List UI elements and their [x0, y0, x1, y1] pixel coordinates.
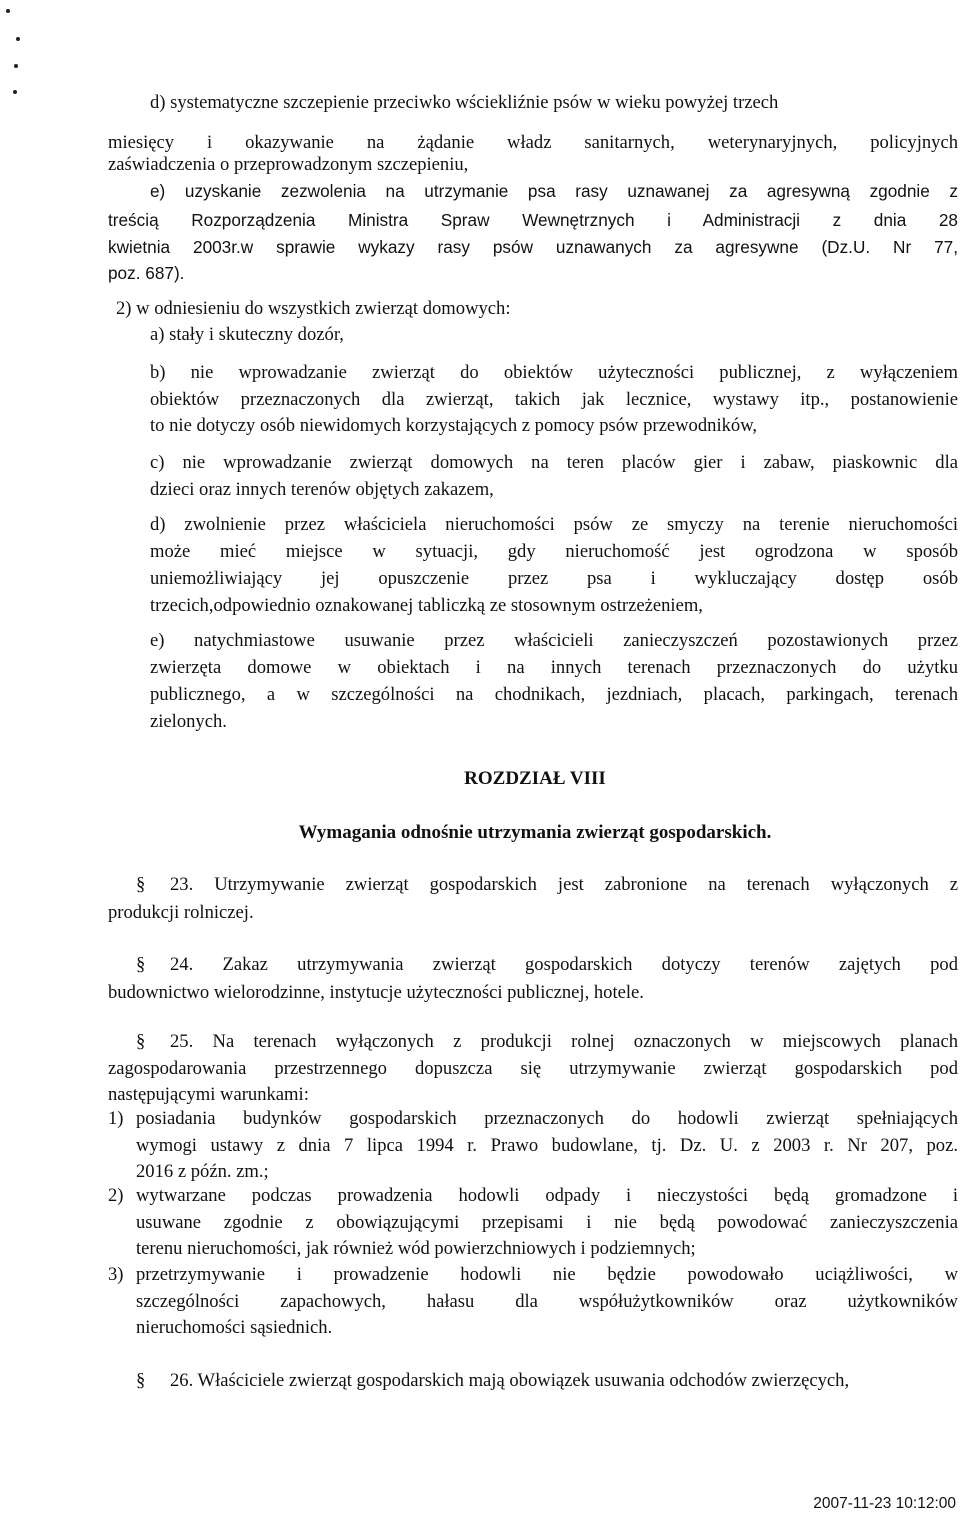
- paragraph-text: 26. Właściciele zwierząt gospodarskich mają obowiązek usuwania odchodów zwierzęcych,: [170, 1370, 850, 1391]
- paragraph-text: 25. Na terenach wyłączonych z produkcji rolnej oznaczonych w miejscowych planach: [170, 1031, 958, 1052]
- text-line: posiadania budynków gospodarskich przeznaczonych do hodowli zwierząt spełniających: [136, 1108, 958, 1129]
- chapter-title: ROZDZIAŁ VIII: [464, 768, 606, 789]
- text-line: szczególności zapachowych, hałasu dla współużytkowników oraz użytkowników: [136, 1291, 958, 1312]
- text-line: następującymi warunkami:: [108, 1084, 309, 1105]
- text-line: dzieci oraz innych terenów objętych zakazem,: [150, 479, 494, 500]
- paragraph-24: [108, 952, 958, 1008]
- scan-speck: [6, 9, 10, 13]
- point-2-domestic-animals: [108, 296, 958, 356]
- text-line: zagospodarowania przestrzennego dopuszcza się utrzymywanie zwierząt gospodarskich pod: [108, 1058, 958, 1079]
- scan-speck: [14, 64, 18, 68]
- item-d-vaccination: [108, 90, 958, 175]
- text-line: e) natychmiastowe usuwanie przez właścicieli zanieczyszczeń pozostawionych przez: [150, 630, 958, 651]
- condition-3: [108, 1262, 958, 1342]
- text-line: a) stały i skuteczny dozór,: [150, 324, 344, 345]
- text-line: kwietnia 2003r.w sprawie wykazy rasy psów uznawanych za agresywne (Dz.U. Nr 77,: [108, 237, 958, 257]
- print-timestamp: 2007-11-23 10:12:00: [813, 1495, 956, 1512]
- text-line: nieruchomości sąsiednich.: [136, 1317, 333, 1338]
- paragraph-text: 24. Zakaz utrzymywania zwierząt gospodarskich dotyczy terenów zajętych pod: [170, 954, 958, 975]
- paragraph-23: [108, 872, 958, 928]
- section-sign: §: [136, 874, 146, 895]
- text-line: przetrzymywanie i prowadzenie hodowli nie będzie powodowało uciążliwości, w: [136, 1264, 958, 1285]
- text-line: obiektów przeznaczonych dla zwierząt, takich jak lecznice, wystawy itp., postanowienie: [150, 389, 958, 410]
- text-line: d) systematyczne szczepienie przeciwko wściekliźnie psów w wieku powyżej trzech: [150, 92, 779, 113]
- text-line: b) nie wprowadzanie zwierząt do obiektów użyteczności publicznej, z wyłączeniem: [150, 362, 958, 383]
- text-line: terenu nieruchomości, jak również wód powierzchniowych i podziemnych;: [136, 1238, 696, 1259]
- condition-number: 2): [108, 1185, 124, 1206]
- text-line: uniemożliwiający jej opuszczenie przez psa i wykluczający dostęp osób: [150, 568, 958, 589]
- text-line: [136, 872, 958, 899]
- condition-2: [108, 1183, 958, 1263]
- paragraph-26: [108, 1368, 958, 1398]
- text-line: 2) w odniesieniu do wszystkich zwierząt domowych:: [116, 298, 511, 319]
- point-2-e: [108, 628, 958, 738]
- text-line: zwierzęta domowe w obiektach i na innych terenach przeznaczonych do użytku: [150, 657, 958, 678]
- section-sign: §: [136, 1031, 146, 1052]
- section-sign: §: [136, 954, 146, 975]
- text-line: [136, 1029, 958, 1056]
- text-line: publicznego, a w szczególności na chodnikach, jezdniach, placach, parkingach, terenach: [150, 684, 958, 705]
- item-e-aggressive-breed-permit: [108, 178, 958, 288]
- text-line: poz. 687).: [108, 263, 185, 283]
- point-2-c: [108, 450, 958, 506]
- scan-speck: [16, 37, 20, 41]
- text-line: c) nie wprowadzanie zwierząt domowych na teren placów gier i zabaw, piaskownic dla: [150, 452, 958, 473]
- text-line: treścią Rozporządzenia Ministra Spraw Wewnętrznych i Administracji z dnia 28: [108, 210, 958, 230]
- text-line: może mieć miejsce w sytuacji, gdy nieruchomość jest ogrodzona w sposób: [150, 541, 958, 562]
- section-sign: §: [136, 1370, 146, 1391]
- paragraph-text: 23. Utrzymywanie zwierząt gospodarskich jest zabronione na terenach wyłączonych z: [170, 874, 958, 895]
- condition-1: [108, 1106, 958, 1186]
- condition-number: 1): [108, 1108, 124, 1129]
- condition-number: 3): [108, 1264, 124, 1285]
- chapter-subtitle: Wymagania odnośnie utrzymania zwierząt gospodarskich.: [298, 822, 772, 843]
- text-line: budownictwo wielorodzinne, instytucje użyteczności publicznej, hotele.: [108, 982, 644, 1003]
- text-line: wytwarzane podczas prowadzenia hodowli odpady i nieczystości będą gromadzone i: [136, 1185, 958, 1206]
- text-line: zielonych.: [150, 711, 227, 732]
- text-line: e) uzyskanie zezwolenia na utrzymanie psa rasy uznawanej za agresywną zgodnie z: [150, 181, 958, 201]
- text-line: wymogi ustawy z dnia 7 lipca 1994 r. Prawo budowlane, tj. Dz. U. z 2003 r. Nr 207, poz.: [136, 1135, 958, 1156]
- text-line: d) zwolnienie przez właściciela nieruchomości psów ze smyczy na terenie nieruchomości: [150, 514, 958, 535]
- text-line: usuwane zgodnie z obowiązującymi przepisami i nie będą powodować zanieczyszczenia: [136, 1212, 958, 1233]
- text-line: [136, 1368, 958, 1395]
- text-line: 2016 z późn. zm.;: [136, 1161, 269, 1182]
- scan-speck: [13, 90, 17, 94]
- point-2-b: [108, 360, 958, 440]
- text-line: miesięcy i okazywanie na żądanie władz sanitarnych, weterynaryjnych, policyjnych: [108, 132, 958, 153]
- point-2-d: [108, 512, 958, 622]
- text-line: to nie dotyczy osób niewidomych korzystających z pomocy psów przewodników,: [150, 415, 758, 436]
- paragraph-25: [108, 1029, 958, 1109]
- text-line: [136, 952, 958, 979]
- text-line: produkcji rolniczej.: [108, 902, 254, 923]
- text-line: trzecich,odpowiednio oznakowanej tabliczką ze stosownym ostrzeżeniem,: [150, 595, 703, 616]
- text-line: zaświadczenia o przeprowadzonym szczepieniu,: [108, 154, 469, 175]
